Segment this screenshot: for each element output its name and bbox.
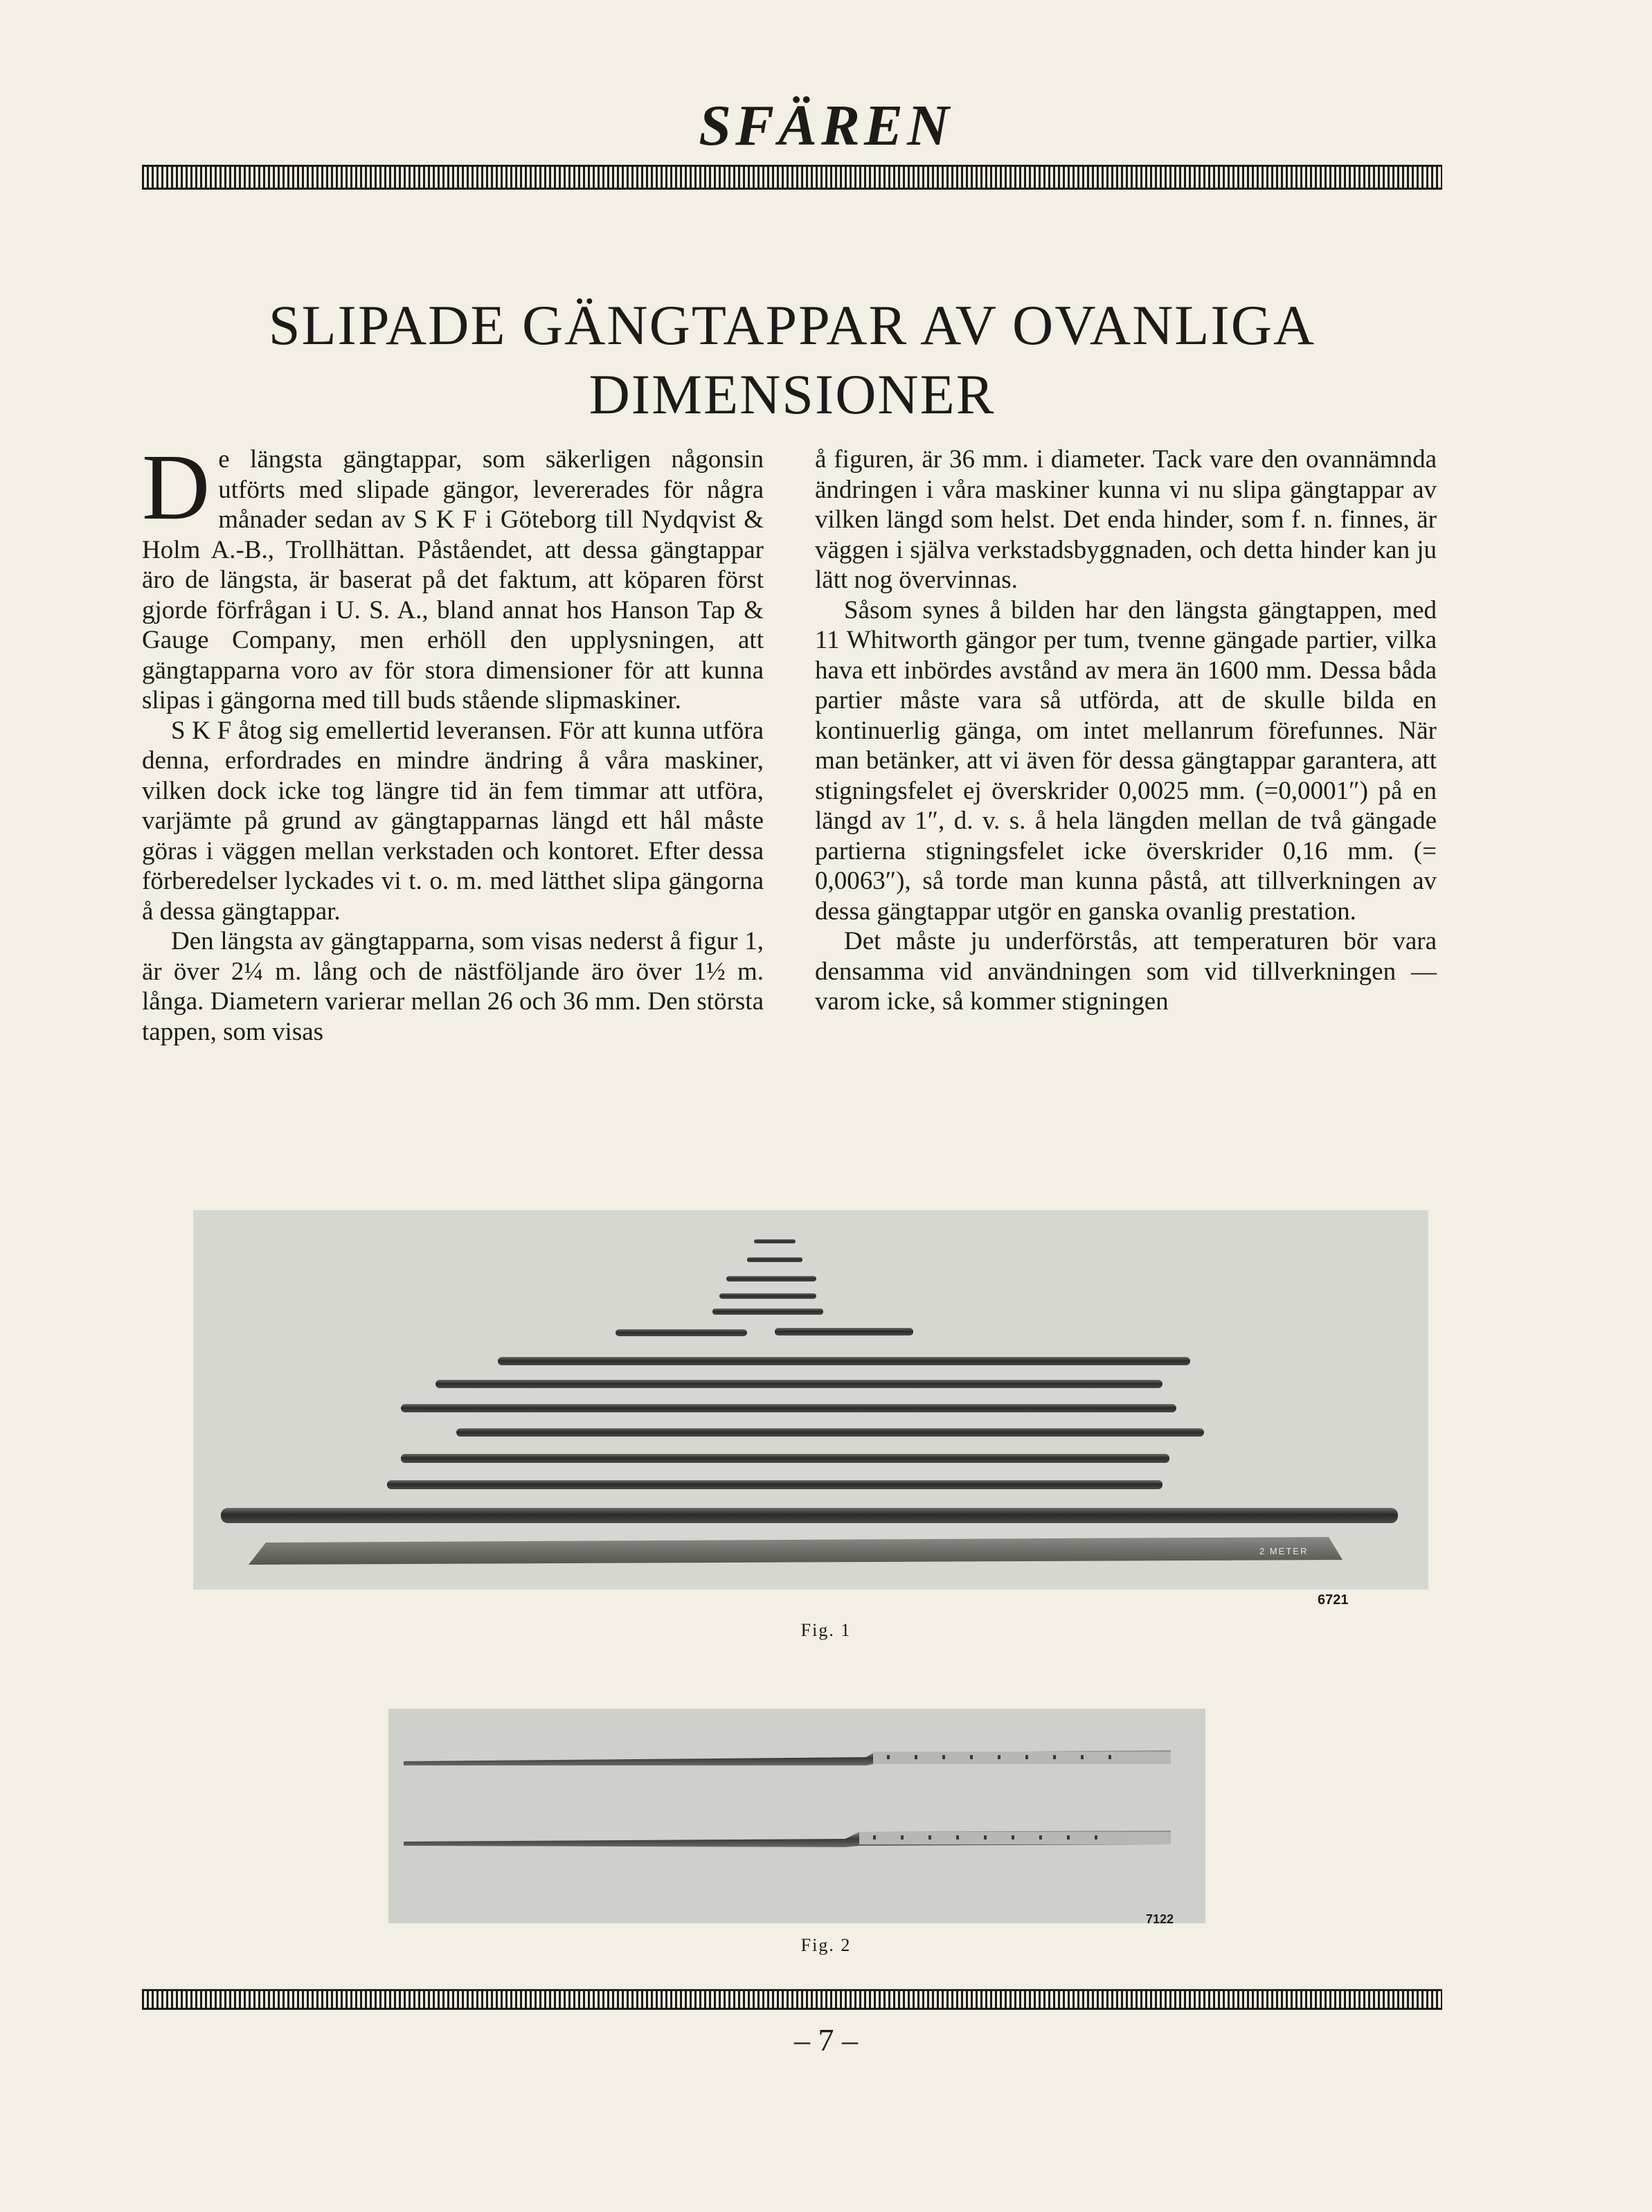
- masthead: SFÄREN: [699, 93, 953, 158]
- paragraph: S K F åtog sig emellertid leveransen. För att kunna utföra denna, erfordrades en mindre ändring å våra maskiner, vilken dock icke tog längre tid än fem timmar att utföra, varjämte på grund av gängtapparnas längd ett hål måste göras i väggen mellan verkstaden och kontoret. Efter dessa förberedelser lyckades vi t. o. m. med lätthet slipa gängorna å dessa gängtappar.: [142, 716, 764, 926]
- paragraph-text: e längsta gängtappar, som säkerligen någonsin utförts med slipade gängor, levererades för några månader sedan av S K F i Göteborg till Nydqvist & Holm A.-B., Trollhättan. Påståendet, att dessa gängtappar äro de längsta, är baserat på det faktum, att köparen först gjorde förfrågan i U. S. A., bland annat hos Hanson Tap & Gauge Company, men erhöll den upplysningen, att gängtapparna voro av för stora dimensioner för att kunna slipas i gängorna med till buds stående slipmaskiner.: [142, 445, 764, 714]
- title-line-1: SLIPADE GÄNGTAPPAR AV OVANLIGA: [268, 294, 1316, 357]
- article-title: [142, 291, 1442, 429]
- ruler-label: 2 METER: [1259, 1546, 1309, 1556]
- footer-rule: [142, 1989, 1442, 2010]
- figure-2-photo: [388, 1709, 1205, 1923]
- drop-cap: D: [142, 435, 210, 539]
- figure-1-caption: Fig. 1: [800, 1620, 852, 1640]
- plate-number-2: 7122: [1146, 1912, 1174, 1926]
- paragraph: [142, 435, 764, 716]
- plate-number-1: 6721: [1318, 1592, 1349, 1608]
- page-number: – 7 –: [794, 2022, 858, 2058]
- figure-1-photo: [193, 1210, 1428, 1590]
- taps-photo: [193, 1210, 1428, 1590]
- left-column: [142, 435, 764, 1047]
- right-column: [815, 444, 1437, 1017]
- paragraph: Den längsta av gängtapparna, som visas nederst å figur 1, är över 2¼ m. lång och de nästföljande äro över 1½ m. långa. Diametern varierar mellan 26 och 36 mm. Den största tappen, som visas: [142, 927, 764, 1046]
- paragraph: Det måste ju underförstås, att temperaturen bör vara densamma vid användningen som vid tillverkningen — varom icke, så kommer stigningen: [815, 927, 1437, 1016]
- title-line-2: DIMENSIONER: [589, 363, 996, 426]
- taps-detail-photo: [388, 1709, 1205, 1923]
- figure-2-caption: Fig. 2: [800, 1935, 852, 1955]
- header-rule: [142, 165, 1442, 190]
- paragraph: Såsom synes å bilden har den längsta gängtappen, med 11 Whitworth gängor per tum, tvenne gängade partier, vilka hava ett inbördes avstånd av mera än 1600 mm. Dessa båda partier måste vara så utförda, att de skulle bilda en kontinuerlig gänga, om intet mellanrum förefunnes. När man betänker, att vi även för dessa gängtappar garantera, att stigningsfelet ej överskrider 0,0025 mm. (=0,0001″) på en längd av 1″, d. v. s. å hela längden mellan de två gängade partierna stigningsfelet icke överskrider 0,16 mm. (= 0,0063″), så torde man kunna påstå, att tillverkningen av dessa gängtappar utgör en ganska ovanlig prestation.: [815, 595, 1437, 926]
- paragraph: å figuren, är 36 mm. i diameter. Tack vare den ovannämnda ändringen i våra maskiner kunna vi nu slipa gängtappar av vilken längd som helst. Det enda hinder, som f. n. finnes, är väggen i själva verkstadsbyggnaden, och detta hinder kan ju lätt nog övervinnas.: [815, 445, 1437, 594]
